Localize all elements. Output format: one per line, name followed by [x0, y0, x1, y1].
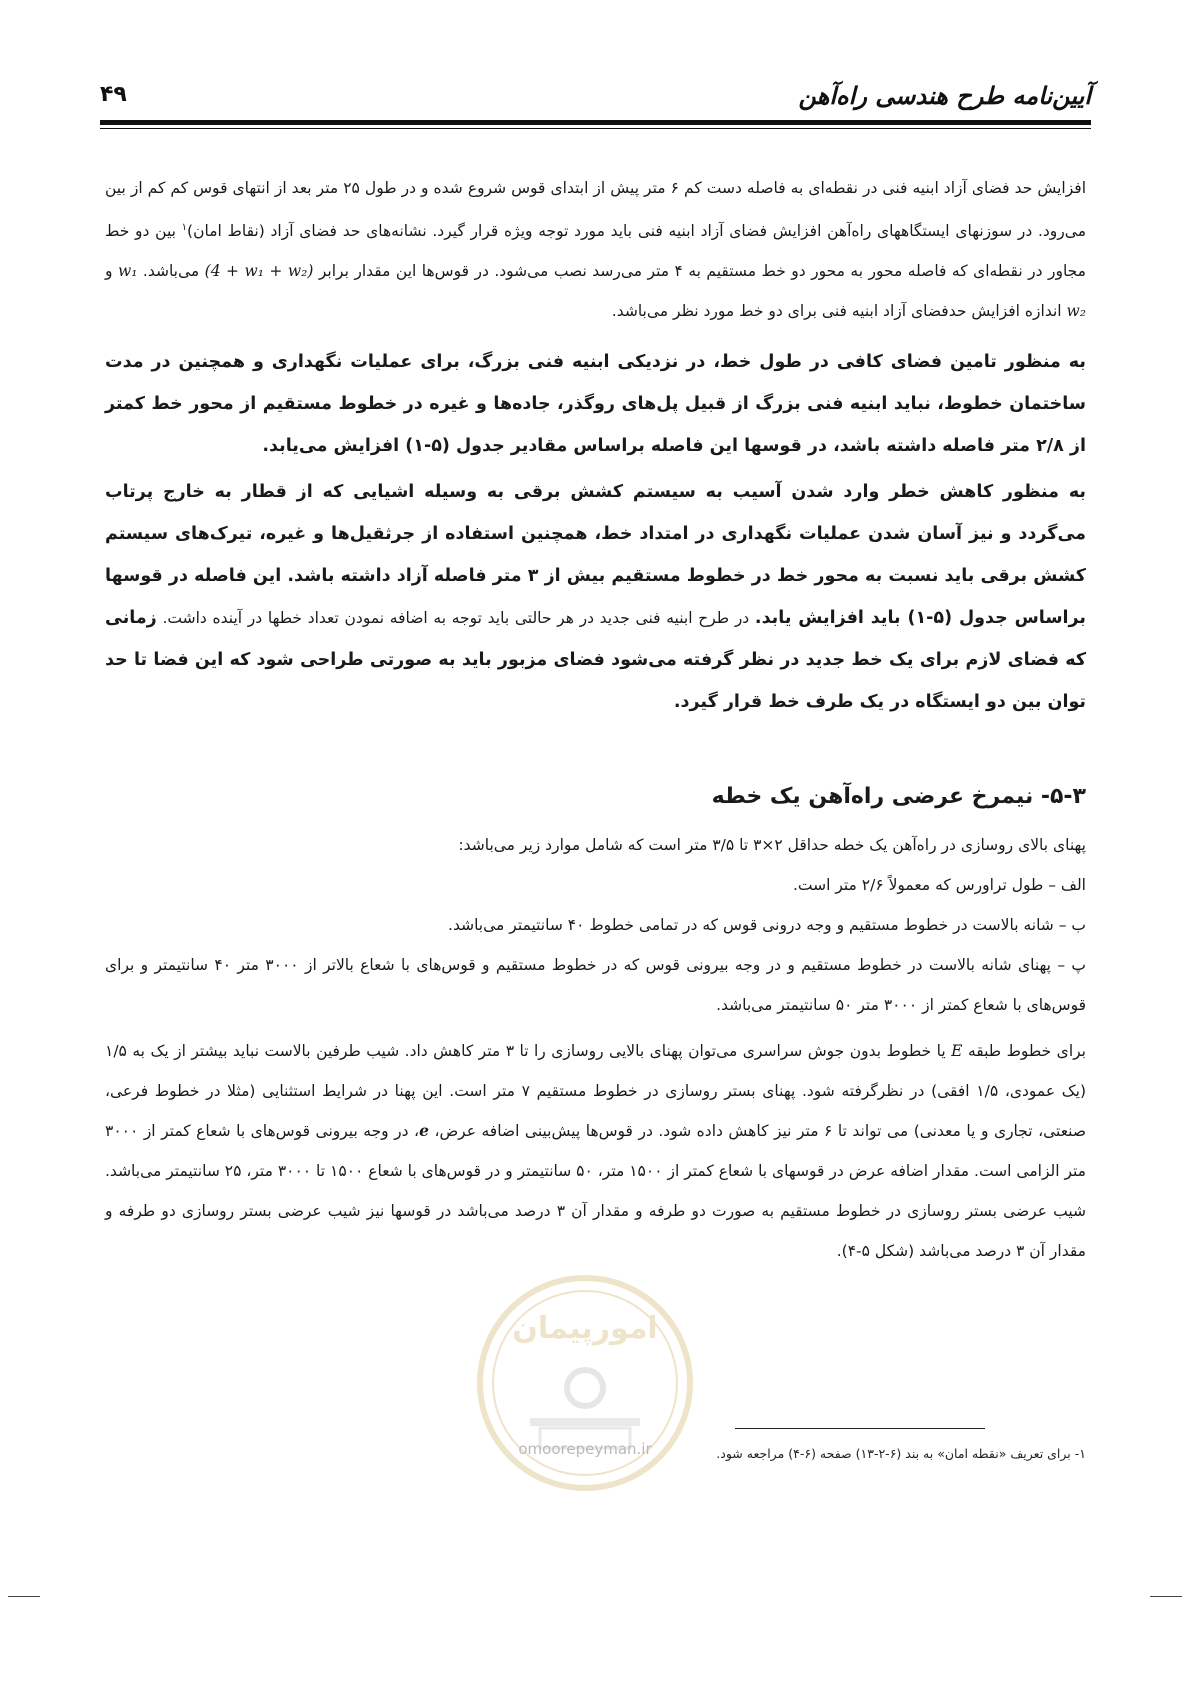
- header-rule-thick: [100, 120, 1091, 125]
- watermark-logo-text: امورپیمان: [512, 1311, 658, 1346]
- paragraph-electric-traction: به منظور کاهش خطر وارد شدن آسیب به سیستم کشش برقی به وسیله اشیایی که از قطار به خارج پرتاب می‌گردد و نیز آسان شدن عملیات نگهداری در امتداد خط، همچنین استفاده از جرثقیل‌ها و غیره، تیرک‌های سیستم کشش برقی باید نسبت به محور خط در خطوط مستقیم بیش از ۳ متر فاصله آزاد داشته باشد. این فاصله در قوسها براساس جدول (۵-۱) باید افزایش یابد. در طرح ابنیه فنی جدید در هر حالتی باید توجه به اضافه نمودن تعداد خطها در آینده داشت. زمانی که فضای لازم برای یک خط جدید در نظر گرفته می‌شود فضای مزبور باید به صورتی طراحی شود که این فضا تا حد توان بین دو ایستگاه در یک طرف خط قرار گیرد.: [105, 482, 1087, 713]
- paragraph-class-e: برای خطوط طبقه E یا خطوط بدون جوش سراسری می‌توان پهنای بالایی روسازی را تا ۳ متر کاهش داد. شیب طرفین بالاست نباید بیشتر از یک به ۱/۵ (یک عمودی، ۱/۵ افقی) در نظرگرفته شود. پهنای بستر روسازی در خطوط مستقیم ۷ متر است. این پهنا در شرایط استثنایی (مثلا در خطوط فرعی، صنعتی، تجاری و یا معدنی) می تواند تا ۶ متر نیز کاهش داده شود. در قوس‌ها پیش‌بینی اضافه عرض، e، در وجه بیرونی قوس‌های با شعاع کمتر از ۳۰۰۰ متر الزامی است. مقدار اضافه عرض در قوسهای با شعاع کمتر از ۱۵۰۰ متر، ۵۰ سانتیمتر و در قوس‌های با شعاع ۱۵۰۰ تا ۳۰۰۰ متر، ۲۵ سانتیمتر می‌باشد. شیب عرضی بستر روسازی در خطوط مستقیم به صورت دو طرفه و مقدار آن ۳ درصد می‌باشد در قوسها نیز شیب عرضی بستر روسازی دو طرفه و مقدار آن ۳ درصد می‌باشد (شکل ۵-۴).: [105, 1042, 1087, 1261]
- symbol-w2: w₂: [1066, 302, 1086, 321]
- paragraph-structures-clearance: به منظور تامین فضای کافی در طول خط، در نزدیکی ابنیه فنی بزرگ، برای عملیات نگهداری و همچنین در مدت ساختمان خطوط، نباید ابنیه فنی بزرگ از قبیل پل‌های روگذر، جاده‌ها و غیره در خطوط مستقیم از محور خط کمتر از ۲/۸ متر فاصله داشته باشد، در قوسها این فاصله براساس مقادیر جدول (۵-۱) افزایش می‌یابد.: [105, 352, 1086, 457]
- watermark-url: omoorepeyman.ir: [518, 1440, 652, 1458]
- section-heading: ۵-۳- نیمرخ عرضی راه‌آهن یک خطه: [711, 784, 1086, 810]
- page-number: ۴۹: [100, 82, 127, 107]
- footnote-marker: ۱: [181, 222, 188, 233]
- watermark-logo: [470, 1268, 700, 1498]
- header-rule-thin: [100, 128, 1091, 129]
- paragraph-clearance-increase: افزایش حد فضای آزاد ابنیه فنی در نقطه‌ای به فاصله دست کم ۶ متر پیش از ابتدای قوس شروع شده و در طول ۲۵ متر بعد از انتهای قوس کم کم از بین می‌رود. در سوزنهای ایستگاههای راه‌آهن افزایش فضای آزاد ابنیه فنی باید مورد توجه ویژه قرار گیرد. نشانه‌های حد فضای آزاد (نقاط امان)$^۱$ بین دو خط مجاور در نقطه‌ای که فاصله محور به محور دو خط مستقیم به ۴ متر می‌رسد نصب می‌شود. در قوس‌ها این مقدار برابر (4 + w₁ + w₂) می‌باشد. w₁ و w₂ اندازه افزایش حدفضای آزاد ابنیه فنی برای دو خط مورد نظر می‌باشد.: [105, 179, 1086, 321]
- page-header: [100, 78, 1091, 118]
- footnote-rule: [735, 1428, 985, 1429]
- paragraph-width-intro: پهنای بالای روسازی در راه‌آهن یک خطه حداقل ۲×۳ تا ۳/۵ متر است که شامل موارد زیر می‌باشد:: [458, 836, 1086, 855]
- list-item-a: الف – طول تراورس که معمولاً ۲/۶ متر است.: [792, 876, 1086, 895]
- crop-mark-right: [1150, 1596, 1182, 1597]
- formula-clearance: (4 + w₁ + w₂): [204, 262, 314, 281]
- body-text: [105, 168, 1086, 1271]
- crop-mark-left: [8, 1596, 40, 1597]
- footnote: ۱- برای تعریف «نقطه امان» به بند (۶-۲-۱۳) صفحه (۶-۴) مراجعه شود.: [716, 1446, 1086, 1461]
- list-item-b: ب – شانه بالاست در خطوط مستقیم و وجه درونی قوس که در تمامی خطوط ۴۰ سانتیمتر می‌باشد.: [448, 916, 1086, 935]
- single-track-section: [105, 825, 1086, 1025]
- list-item-c: پ – پهنای شانه بالاست در خطوط مستقیم و در وجه بیرونی قوس که در خطوط مستقیم و قوس‌های با شعاع بالاتر از ۳۰۰۰ متر ۴۰ سانتیمتر و برای قوس‌های با شعاع کمتر از ۳۰۰۰ متر ۵۰ سانتیمتر می‌باشد.: [105, 956, 1087, 1015]
- symbol-e: e: [419, 1121, 429, 1141]
- running-title: آیین‌نامه طرح هندسی راه‌آهن: [798, 82, 1091, 110]
- symbol-E: E: [951, 1042, 963, 1061]
- symbol-w1: w₁: [117, 262, 138, 281]
